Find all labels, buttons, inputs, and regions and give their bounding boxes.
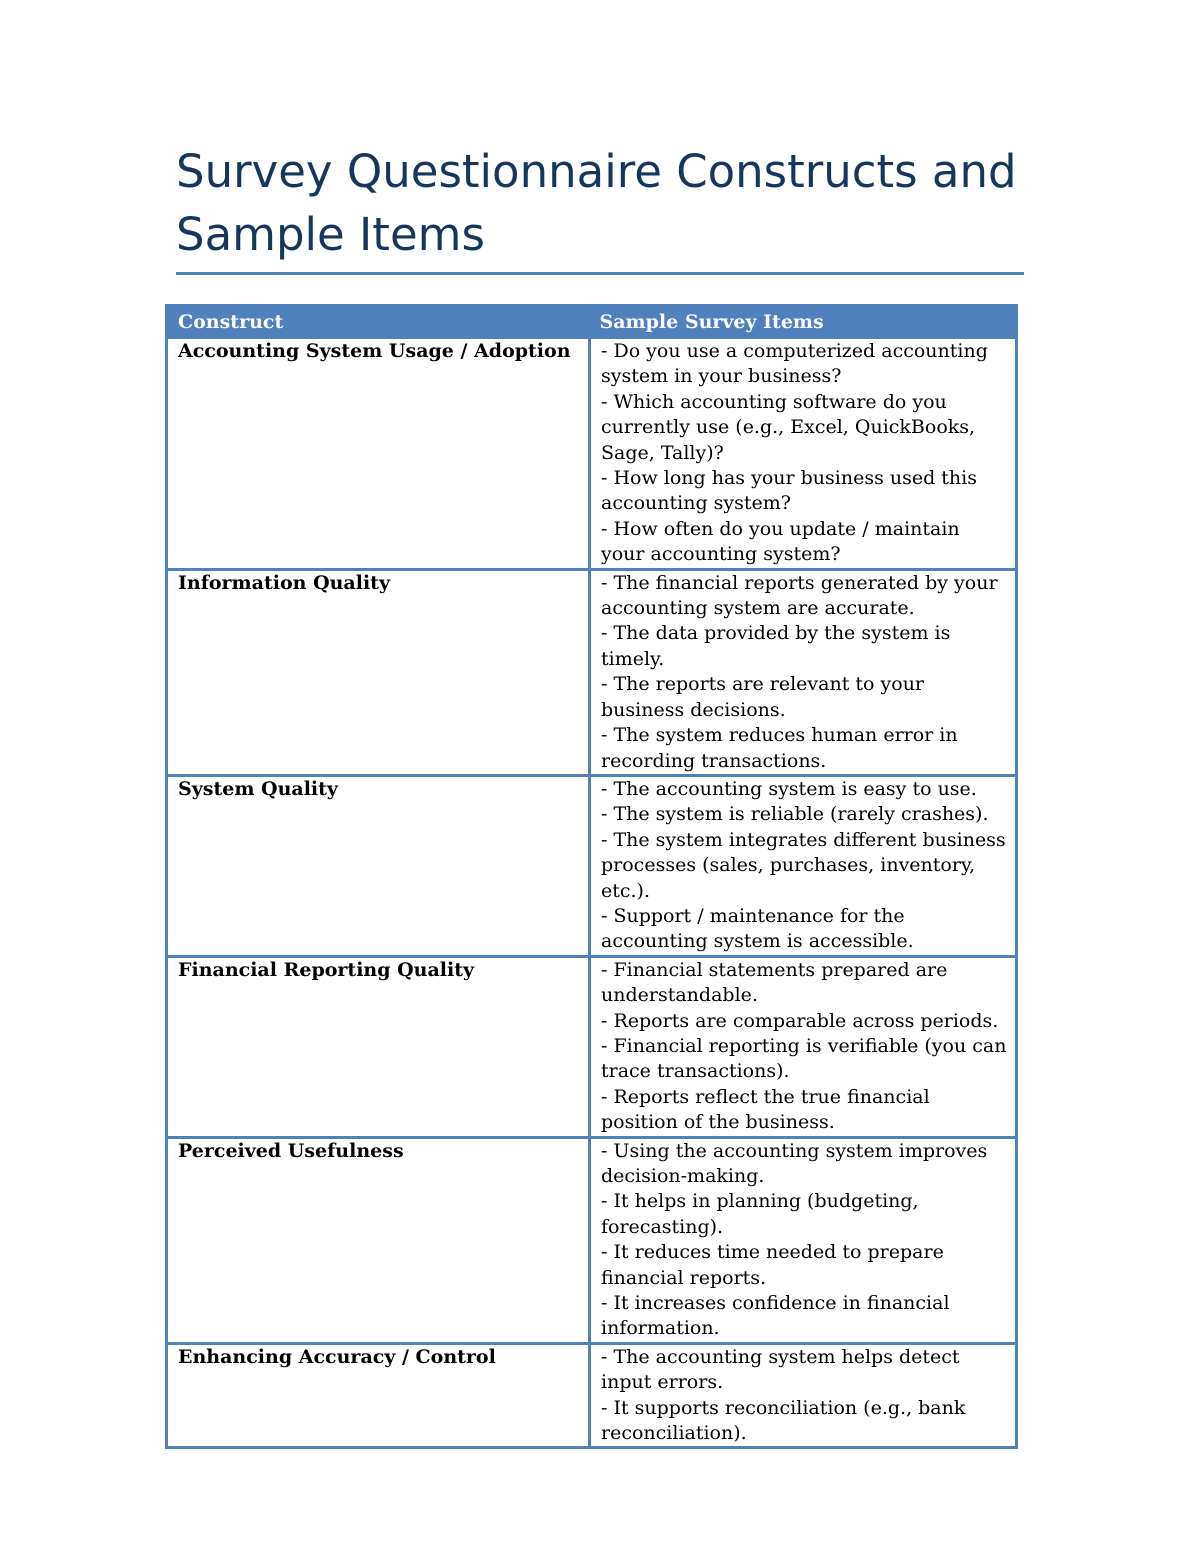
- items-cell: [590, 775, 1017, 956]
- survey-item: - The system reduces human error in recording transactions.: [601, 724, 958, 772]
- survey-item: - Support / maintenance for the accounting system is accessible.: [601, 904, 914, 953]
- survey-item: - Do you use a computerized accounting system in your business?: [601, 340, 988, 388]
- survey-item: - The data provided by the system is timely.: [601, 622, 951, 670]
- items-cell: [590, 338, 1017, 570]
- items-cell: [590, 569, 1017, 775]
- survey-item: - It increases confidence in financial information.: [601, 1292, 950, 1340]
- document-title: Survey Questionnaire Constructs and Sample Items: [176, 145, 1017, 261]
- table-row: [167, 338, 1017, 570]
- survey-item: - The accounting system is easy to use.: [601, 777, 977, 800]
- survey-item: - The accounting system helps detect input errors.: [601, 1345, 960, 1394]
- table-row: [167, 956, 1017, 1137]
- construct-cell: System Quality: [167, 775, 590, 956]
- survey-item: - The system is reliable (rarely crashes).: [601, 803, 989, 826]
- survey-item: - It helps in planning (budgeting, forecasting).: [601, 1190, 919, 1238]
- table-row: [167, 1137, 1017, 1343]
- construct-cell: Enhancing Accuracy / Control: [167, 1343, 590, 1448]
- construct-cell: Accounting System Usage / Adoption: [167, 338, 590, 570]
- table-row: [167, 775, 1017, 956]
- survey-item: - The financial reports generated by your accounting system are accurate.: [601, 571, 998, 620]
- survey-item: - Reports reflect the true financial position of the business.: [601, 1085, 930, 1134]
- construct-cell: Information Quality: [167, 569, 590, 775]
- survey-item: - Financial reporting is verifiable (you can trace transactions).: [601, 1034, 1007, 1083]
- survey-item: - It supports reconciliation (e.g., bank reconciliation).: [601, 1396, 966, 1445]
- items-cell: [590, 1137, 1017, 1343]
- construct-cell: Financial Reporting Quality: [167, 956, 590, 1137]
- survey-item: - Which accounting software do you currently use (e.g., Excel, QuickBooks, Sage, Tally)?: [601, 390, 976, 464]
- survey-item: - The system integrates different business processes (sales, purchases, inventory, etc.).: [601, 828, 1006, 902]
- items-cell: [590, 1343, 1017, 1448]
- survey-item: - Financial statements prepared are understandable.: [601, 958, 948, 1007]
- header-construct: Construct: [167, 306, 590, 338]
- items-cell: [590, 956, 1017, 1137]
- table-header-row: [167, 306, 1017, 338]
- survey-item: - The reports are relevant to your business decisions.: [601, 673, 925, 721]
- survey-item: - Reports are comparable across periods.: [601, 1009, 999, 1032]
- constructs-table: [165, 304, 1018, 1449]
- table-row: [167, 1343, 1017, 1448]
- survey-item: - How long has your business used this accounting system?: [601, 467, 977, 515]
- construct-cell: Perceived Usefulness: [167, 1137, 590, 1343]
- title-underline: [176, 272, 1024, 275]
- survey-item: - It reduces time needed to prepare financial reports.: [601, 1241, 944, 1289]
- table-row: [167, 569, 1017, 775]
- survey-item: - Using the accounting system improves decision-making.: [601, 1139, 988, 1187]
- survey-item: - How often do you update / maintain your accounting system?: [601, 517, 960, 566]
- header-sample-items: Sample Survey Items: [590, 306, 1017, 338]
